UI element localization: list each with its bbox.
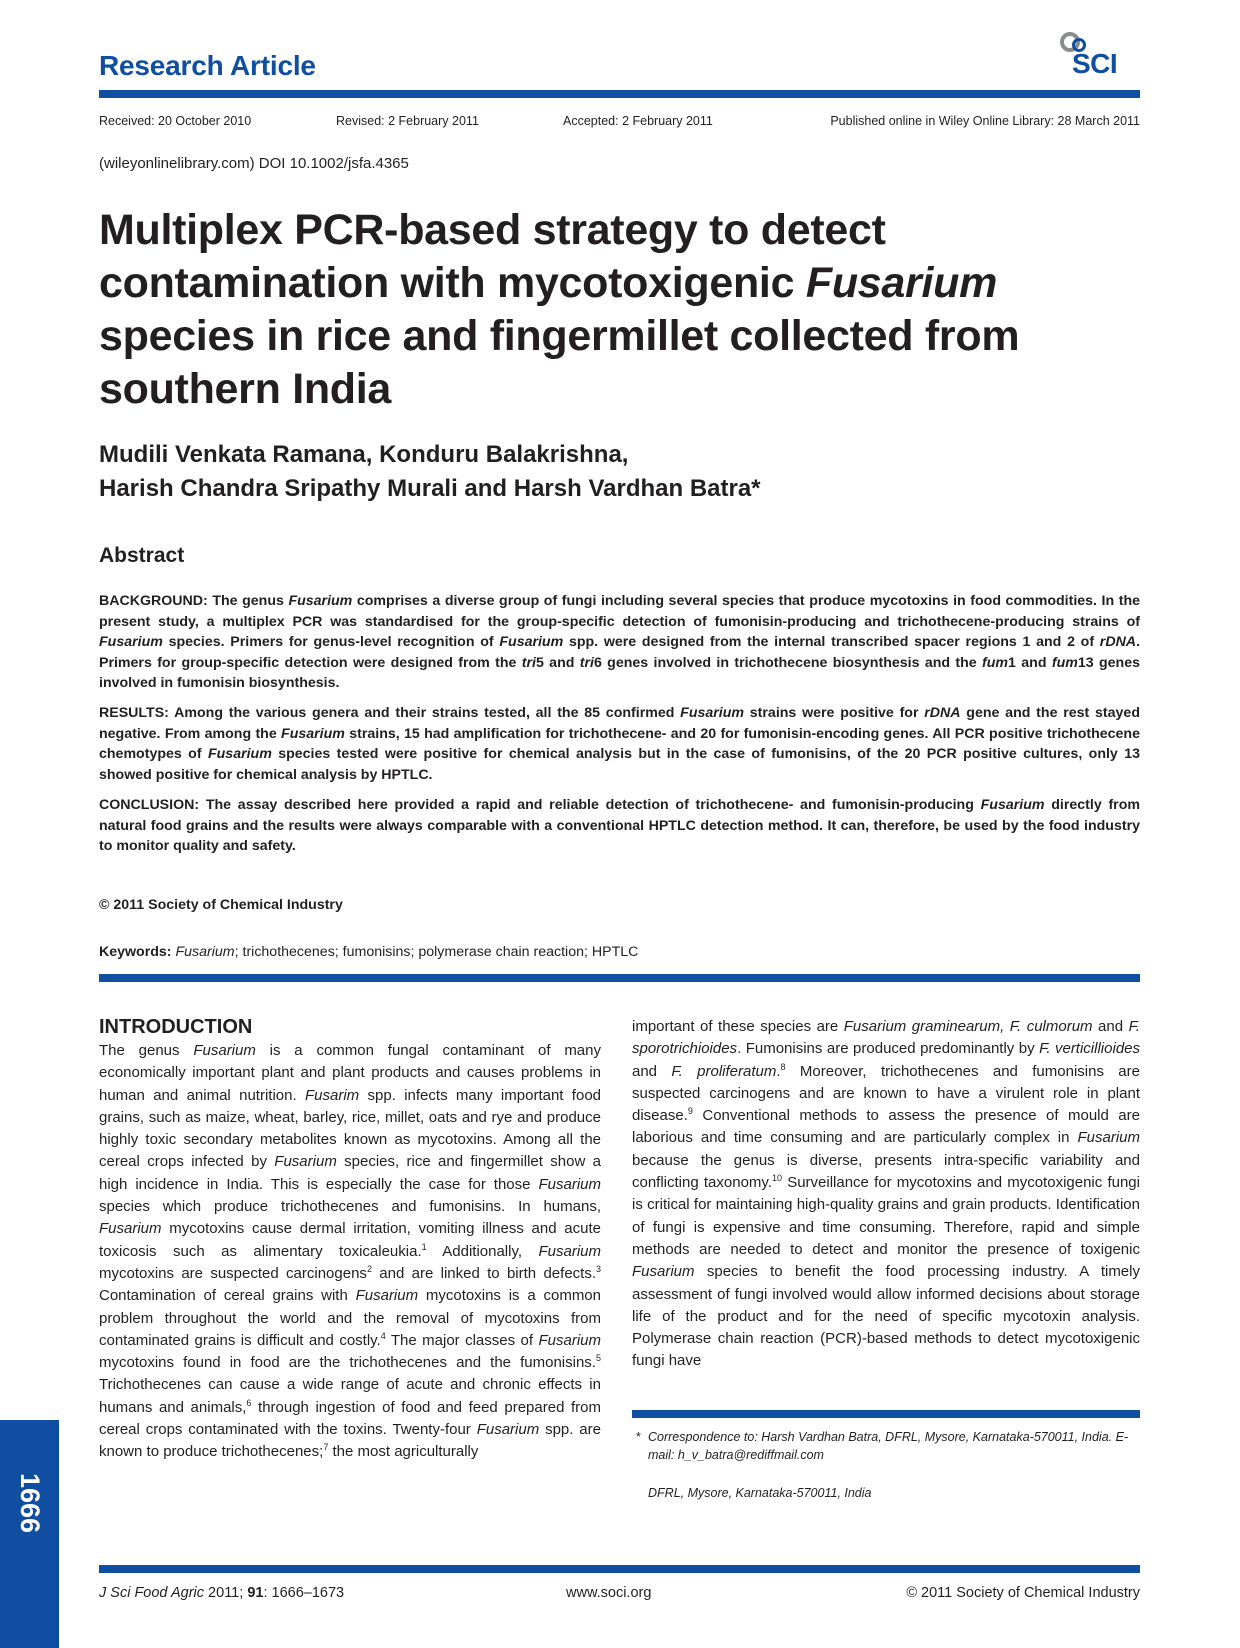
italic-term: rDNA (1099, 634, 1137, 650)
text-run: Contamination of cereal grains with (99, 1287, 356, 1305)
authors-line-1: Mudili Venkata Ramana, Konduru Balakrishna, (99, 441, 629, 468)
italic-term: tri (521, 654, 536, 671)
italic-term: Fusarium graminearum, F. culmorum (843, 1018, 1093, 1035)
text-run: important of these species are (632, 1018, 844, 1035)
received-date: Received: 20 October 2010 (99, 114, 252, 128)
text-run: 6 genes involved in trichothecene biosynthesis and the (593, 654, 983, 671)
correspondence-footnote (632, 1428, 1140, 1464)
journal-year: 2011; (204, 1585, 248, 1601)
text-run: gene and the rest stayed negative. From among the (99, 705, 1140, 742)
footer-rule (99, 1565, 1140, 1573)
text-run: Conventional methods to assess the presence of mould are laborious and time consuming and are particularly complex in (632, 1107, 1140, 1147)
text-run: Moreover, trichothecenes and fumonisins are suspected carcinogens and are known to have a virulent role in plant disease. (632, 1062, 1140, 1125)
text-run: 13 genes involved in fumonisin biosynthesis. (99, 654, 1140, 691)
text-run: Additionally, (426, 1242, 539, 1260)
text-run: and are linked to birth defects. (371, 1264, 596, 1282)
italic-term: Fusarium (476, 1421, 540, 1439)
reference-superscript: 3 (596, 1263, 602, 1274)
text-run: strains, 15 had amplification for trichothecene- and 20 for fumonisin-encoding genes. All PCR positive trichothecene chemotypes of (99, 725, 1140, 762)
italic-term: Fusarium (193, 1042, 256, 1059)
text-run: strains were positive for (744, 705, 925, 721)
text-run: mycotoxins cause dermal irritation, vomiting illness and acute toxicosis such as alimentary toxicaleukia. (99, 1220, 601, 1260)
text-run: Trichothecenes can cause a wide range of acute and chronic effects in humans and animals, (99, 1376, 601, 1416)
journal-name: J Sci Food Agric (99, 1585, 205, 1601)
text-run: species which produce trichothecenes and fumonisins. In humans, (99, 1198, 601, 1216)
reference-superscript: 9 (687, 1106, 693, 1117)
text-run: mycotoxins found in food are the trichothecenes and the fumonisins. (99, 1354, 596, 1372)
text-run: is a common fungal contaminant of many economically important plant and plant products and causes problems in human and animal nutrition. (99, 1042, 601, 1104)
text-run: CONCLUSION: The assay described here provided a rapid and reliable detection of trichothecene- and fumonisin-producing (99, 797, 981, 813)
italic-term: tri (579, 654, 594, 671)
reference-superscript: 8 (780, 1061, 786, 1072)
reference-superscript: 1 (421, 1241, 427, 1252)
doi-line: (wileyonlinelibrary.com) DOI 10.1002/jsfa.4365 (99, 155, 409, 172)
text-run: mycotoxins is a common problem throughout the world and the removal of mycotoxins from contaminated grains is difficult and costly. (99, 1287, 601, 1349)
footnote-rule (632, 1410, 1140, 1418)
journal-pages: : 1666–1673 (263, 1585, 345, 1601)
keywords-italic: Fusarium (175, 944, 235, 960)
text-run: species, rice and fingermillet show a high incidence in India. This is especially the case for those (99, 1153, 601, 1193)
revised-date: Revised: 2 February 2011 (336, 114, 479, 128)
abstract-copyright: © 2011 Society of Chemical Industry (99, 897, 343, 913)
italic-term: Fusarium (680, 705, 745, 721)
reference-superscript: 7 (323, 1442, 329, 1453)
keywords-list: ; trichothecenes; fumonisins; polymerase chain reaction; HPTLC (234, 944, 639, 960)
text-run: comprises a diverse group of fungi including several species that produce mycotoxins in food commodities. In the present study, a multiplex PCR was standardised for the group-specific detection of fumonisin-producing and trichothecene-producing strains of (99, 593, 1140, 630)
italic-term: rDNA (924, 705, 961, 721)
reference-superscript: 10 (771, 1173, 782, 1184)
italic-term: Fusarium (632, 1263, 695, 1281)
reference-superscript: 5 (595, 1353, 601, 1364)
text-run: directly from natural food grains and the results were always comparable with a conventional HPTLC detection method. It can, therefore, be used by the food industry to monitor quality and safety. (99, 797, 1140, 854)
italic-term: Fusarium (288, 593, 353, 609)
text-run: 1 and (1008, 654, 1052, 671)
italic-term: Fusarium (538, 1242, 601, 1260)
italic-term: F. proliferatum (671, 1062, 777, 1080)
author-list (99, 438, 1139, 506)
italic-term: F. sporotrichioides (632, 1018, 1140, 1058)
text-run: because the genus is diverse, presents intra-specific variability and conflicting taxonomy. (632, 1151, 1140, 1192)
text-run: . (776, 1062, 781, 1080)
article-title (99, 204, 1159, 416)
page-number: 1666 (15, 1473, 45, 1534)
reference-superscript: 2 (366, 1263, 372, 1274)
text-run: The genus (99, 1042, 194, 1059)
affiliation-footnote: DFRL, Mysore, Karnataka-570011, India (648, 1486, 872, 1500)
abstract-background (99, 591, 1140, 694)
italic-term: Fusarium (99, 634, 163, 650)
footnote-marker: * (636, 1430, 641, 1444)
text-run: the most agriculturally (328, 1443, 479, 1461)
journal-citation (99, 1585, 344, 1601)
text-run: 5 and (535, 654, 580, 671)
italic-term: fum (1051, 654, 1078, 671)
journal-volume: 91 (247, 1585, 264, 1601)
abstract-results (99, 703, 1140, 785)
italic-term: Fusarium (980, 797, 1045, 813)
correspondence-text: Correspondence to: Harsh Vardhan Batra, DFRL, Mysore, Karnataka-570011, India. E-mail: h_v_batra@rediffmail.com (648, 1430, 1129, 1462)
keywords (99, 944, 638, 960)
title-italic: Fusarium (805, 259, 998, 307)
italic-term: Fusarium (499, 634, 564, 650)
text-run: spp. were designed from the internal transcribed spacer regions 1 and 2 of (563, 634, 1100, 650)
abstract-heading: Abstract (99, 544, 185, 567)
abstract-conclusion (99, 795, 1140, 857)
text-run: through ingestion of food and feed prepared from cereal crops contaminated with the toxins. Twenty-four (99, 1398, 601, 1439)
italic-term: Fusarium (281, 725, 345, 742)
italic-term: Fusarium (538, 1175, 601, 1193)
text-run: species. Primers for genus-level recognition of (162, 634, 500, 650)
introduction-right-column (632, 1016, 1140, 1373)
text-run: BACKGROUND: The genus (99, 593, 289, 609)
italic-term: F. verticillioides (1039, 1040, 1140, 1058)
title-part-1: Multiplex PCR-based strategy to detect contamination with mycotoxigenic (99, 206, 886, 307)
accepted-date: Accepted: 2 February 2011 (563, 114, 713, 128)
italic-term: Fusarium (99, 1220, 162, 1238)
text-run: species to benefit the food processing industry. A timely assessment of fungi involved would allow informed decisions about storage life of the product and for the need of specific mycotoxin analysis. Polymerase chain reaction (PCR)-based methods to detect mycotoxigenic fungi have (632, 1263, 1140, 1370)
text-run: and (632, 1062, 672, 1080)
footer-copyright: © 2011 Society of Chemical Industry (906, 1585, 1140, 1601)
reference-superscript: 6 (246, 1397, 252, 1408)
introduction-left-column (99, 1040, 601, 1464)
sci-logo (1060, 32, 1140, 82)
text-run: Surveillance for mycotoxins and mycotoxigenic fungi is critical for maintaining high-quality grains and grain products. Identification of fungi is expensive and time consuming. Therefore, rapid and simple methods are needed to detect and monitor the presence of toxigenic (632, 1174, 1140, 1258)
reference-superscript: 4 (380, 1330, 386, 1341)
title-part-2: species in rice and fingermillet collected from southern India (99, 312, 1020, 413)
logo-text: SCI (1072, 48, 1118, 79)
text-run: species tested were positive for chemical analysis but in the case of fumonisins, of the 20 PCR positive cultures, only 13 showed positive for chemical analysis by HPTLC. (99, 746, 1140, 783)
text-run: RESULTS: Among the various genera and their strains tested, all the 85 confirmed (99, 705, 681, 721)
text-run: mycotoxins are suspected carcinogens (99, 1264, 367, 1282)
header-rule (99, 90, 1140, 98)
introduction-heading: INTRODUCTION (99, 1016, 253, 1038)
italic-term: Fusarim (305, 1086, 360, 1104)
article-type-label: Research Article (99, 50, 316, 81)
keywords-label: Keywords: (99, 944, 176, 960)
text-run: . Primers for group-specific detection were designed from the (99, 634, 1141, 671)
website-link[interactable]: www.soci.org (566, 1585, 652, 1601)
italic-term: fum (982, 654, 1009, 671)
italic-term: Fusarium (274, 1153, 337, 1171)
text-run: and (1092, 1018, 1129, 1035)
text-run: spp. are known to produce trichothecenes; (99, 1421, 601, 1461)
italic-term: Fusarium (538, 1331, 601, 1349)
italic-term: Fusarium (1077, 1129, 1140, 1147)
authors-line-2: Harish Chandra Sripathy Murali and Harsh Vardhan Batra* (99, 475, 761, 502)
text-run: spp. infects many important food grains, such as maize, wheat, barley, rice, millet, oats and rye and produce highly toxic secondary metabolites known as mycotoxins. Among all the cereal crops infected by (99, 1086, 601, 1171)
text-run: The major classes of (385, 1331, 539, 1349)
italic-term: Fusarium (355, 1287, 419, 1305)
abstract-rule (99, 974, 1140, 982)
text-run: . Fumonisins are produced predominantly by (737, 1040, 1040, 1058)
page-number-tab (0, 1420, 59, 1648)
published-date: Published online in Wiley Online Library: 28 March 2011 (830, 114, 1140, 128)
italic-term: Fusarium (207, 746, 272, 762)
